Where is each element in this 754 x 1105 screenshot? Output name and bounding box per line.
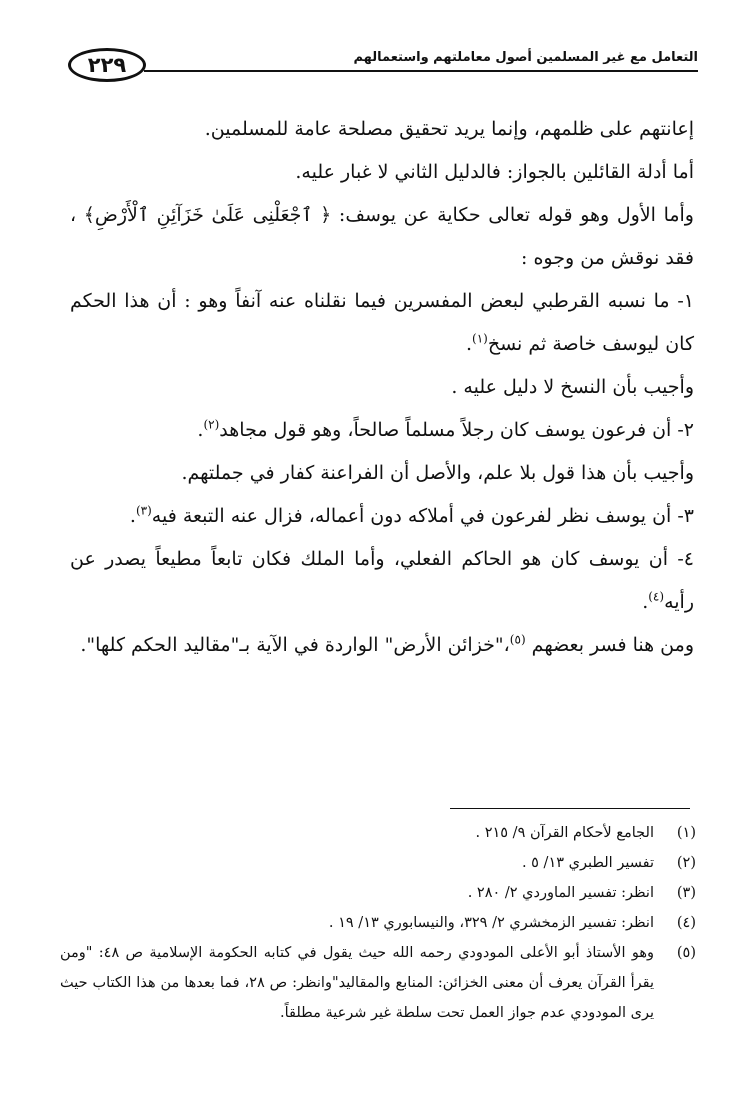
footnote-ref: (٢) — [203, 417, 220, 432]
point-reply — [70, 452, 694, 495]
point-end: . — [197, 419, 204, 441]
footnote — [60, 938, 696, 1028]
header-rule — [144, 70, 698, 72]
footnote-separator — [450, 808, 690, 809]
footnote-ref: (٣) — [135, 503, 152, 518]
footnote — [60, 818, 696, 848]
point-end: . — [129, 505, 136, 527]
footnote-number: (١) — [676, 825, 696, 841]
point-item — [70, 280, 694, 366]
footnotes — [60, 818, 696, 1028]
point-end: . — [642, 591, 649, 613]
footnote-number: (٢) — [676, 855, 696, 871]
footnote-text: الجامع لأحكام القرآن ٩/ ٢١٥ . — [475, 825, 654, 841]
point-end: . — [465, 333, 472, 355]
footnote-number: (٤) — [676, 915, 696, 931]
closing-paragraph — [70, 624, 694, 667]
closing-text: ،"خزائن الأرض" الواردة في الآية بـ"مقاليد الحكم كلها". — [80, 634, 510, 656]
footnote-ref: (١) — [472, 331, 488, 346]
point-text: ٢- أن فرعون يوسف كان رجلاً مسلماً صالحاً، وهو قول مجاهد — [219, 419, 694, 441]
paragraph: أما أدلة القائلين بالجواز: فالدليل الثاني لا غبار عليه. — [295, 161, 694, 183]
running-title: التعامل مع غير المسلمين أصول معاملتهم واستعمالهم — [353, 50, 698, 65]
page-header — [68, 44, 698, 86]
point-text: وأجيب بأن النسخ لا دليل عليه . — [451, 376, 694, 398]
page-number: ٢٢٩ — [68, 48, 146, 82]
point-reply — [70, 366, 694, 409]
point-text: ٤- أن يوسف كان هو الحاكم الفعلي، وأما الملك فكان تابعاً مطيعاً يصدر عن رأيه — [70, 548, 694, 613]
closing-text: ومن هنا فسر بعضهم — [531, 634, 694, 656]
footnote-ref: (٤) — [648, 589, 665, 604]
footnote-text: وهو الأستاذ أبو الأعلى المودودي رحمه الله حيث يقول في كتابه الحكومة الإسلامية ص ٤٨: "ومن يقرأ القرآن يعرف أن معنى الخزائن: المنابع والمقاليد"وانظر: ص ٢٨، فما بعدها من هذا الكتاب حيث يرى المودودي عدم جواز العمل تحت سلطة غير شرعية مطلقاً. — [60, 945, 654, 1021]
point-text: ١- ما نسبه القرطبي لبعض المفسرين فيما نقلناه عنه آنفاً وهو : أن هذا الحكم كان ليوسف خاصة ثم نسخ — [70, 290, 694, 355]
point-item — [70, 495, 694, 538]
footnote-text: تفسير الطبري ١٣/ ٥ . — [521, 855, 654, 871]
footnote — [60, 908, 696, 938]
paragraph: وأما الأول وهو قوله تعالى حكاية عن يوسف: ﴿ ٱجْعَلْنِى عَلَىٰ خَزَآئِنِ ٱلْأَرْضِ﴾ ، فقد نوقش من وجوه : — [70, 204, 694, 269]
footnote — [60, 878, 696, 908]
point-item — [70, 538, 694, 624]
point-item — [70, 409, 694, 452]
footnote-number: (٥) — [676, 945, 696, 961]
paragraph: إعانتهم على ظلمهم، وإنما يريد تحقيق مصلحة عامة للمسلمين. — [204, 118, 694, 140]
footnote-ref: (٥) — [509, 632, 526, 647]
point-text: ٣- أن يوسف نظر لفرعون في أملاكه دون أعماله، فزال عنه التبعة فيه — [151, 505, 694, 527]
footnote-number: (٣) — [676, 885, 696, 901]
footnote — [60, 848, 696, 878]
footnote-text: انظر: تفسير الزمخشري ٢/ ٣٢٩، والنيسابوري ١٣/ ١٩ . — [328, 915, 654, 931]
point-text: وأجيب بأن هذا قول بلا علم، والأصل أن الفراعنة كفار في جملتهم. — [181, 462, 694, 484]
footnote-text: انظر: تفسير الماوردي ٢/ ٢٨٠ . — [467, 885, 654, 901]
main-text — [70, 108, 694, 667]
